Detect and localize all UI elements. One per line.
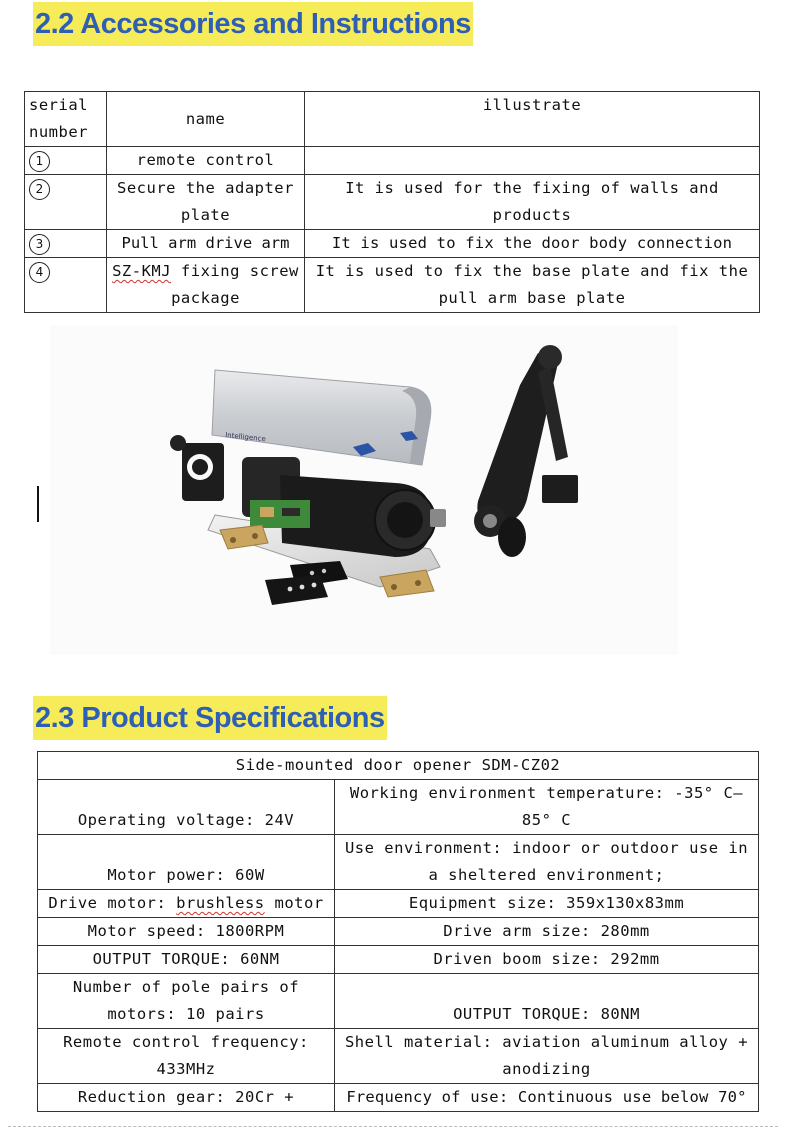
table-row (38, 1084, 759, 1112)
cover-brand-text: Intelligence (224, 431, 267, 444)
table-row (25, 147, 760, 175)
table-row (38, 974, 759, 1029)
spec-right: Equipment size: 359x130x83mm (335, 890, 759, 918)
accessory-illustrate (305, 147, 760, 175)
spec-right: OUTPUT TORQUE: 80NM (335, 974, 759, 1029)
control-pcb (250, 500, 310, 528)
spec-left: Reduction gear: 20Cr + (38, 1084, 335, 1112)
serial-number-badge: 1 (29, 151, 50, 172)
column-header-illustrate: illustrate (305, 92, 760, 147)
table-row (38, 946, 759, 974)
brushless-word: brushless (176, 894, 265, 912)
table-row (25, 175, 760, 230)
spec-right: Use environment: indoor or outdoor use in a sheltered environment; (335, 835, 759, 890)
spec-left: Operating voltage: 24V (38, 780, 335, 835)
accessories-table (24, 91, 760, 313)
accessory-illustrate: It is used to fix the door body connection (305, 230, 760, 258)
accessory-name: remote control (107, 147, 305, 175)
section-heading-specifications: 2.3 Product Specifications (33, 696, 387, 740)
table-row (38, 918, 759, 946)
spec-left: Drive motor: brushless motor (38, 890, 335, 918)
accessory-illustrate: It is used to fix the base plate and fix the pull arm base plate (305, 258, 760, 313)
accessory-model-code: SZ-KMJ (112, 262, 172, 280)
spec-right: Driven boom size: 292mm (335, 946, 759, 974)
serial-number-badge: 4 (29, 262, 50, 283)
page-bottom-border (8, 1126, 778, 1128)
spec-left: Motor power: 60W (38, 835, 335, 890)
table-row (25, 258, 760, 313)
spec-table-title: Side-mounted door opener SDM-CZ02 (38, 752, 759, 780)
spec-left: OUTPUT TORQUE: 60NM (38, 946, 335, 974)
table-row (25, 230, 760, 258)
spec-left: Number of pole pairs of motors: 10 pairs (38, 974, 335, 1029)
accessory-name: SZ-KMJ fixing screw package (107, 258, 305, 313)
spec-right: Drive arm size: 280mm (335, 918, 759, 946)
serial-number-badge: 2 (29, 179, 50, 200)
spec-right: Frequency of use: Continuous use below 70° (335, 1084, 759, 1112)
spec-title-row (38, 752, 759, 780)
specifications-table (37, 751, 759, 1112)
spec-right: Working environment temperature: -35° C—85° C (335, 780, 759, 835)
accessory-name: Secure the adapter plate (107, 175, 305, 230)
section-heading-accessories: 2.2 Accessories and Instructions (33, 2, 473, 46)
table-row (38, 1029, 759, 1084)
spec-left: Remote control frequency: 433MHz (38, 1029, 335, 1084)
table-header-row (25, 92, 760, 147)
accessory-name: Pull arm drive arm (107, 230, 305, 258)
spec-left: Motor speed: 1800RPM (38, 918, 335, 946)
text-cursor (37, 486, 39, 522)
column-header-serial: serial number (25, 92, 107, 147)
column-header-name: name (107, 92, 305, 147)
table-row (38, 835, 759, 890)
accessory-illustrate: It is used for the fixing of walls and products (305, 175, 760, 230)
product-exploded-view-image (50, 325, 678, 655)
table-row (38, 890, 759, 918)
table-row (38, 780, 759, 835)
serial-number-badge: 3 (29, 234, 50, 255)
spec-right: Shell material: aviation aluminum alloy + anodizing (335, 1029, 759, 1084)
